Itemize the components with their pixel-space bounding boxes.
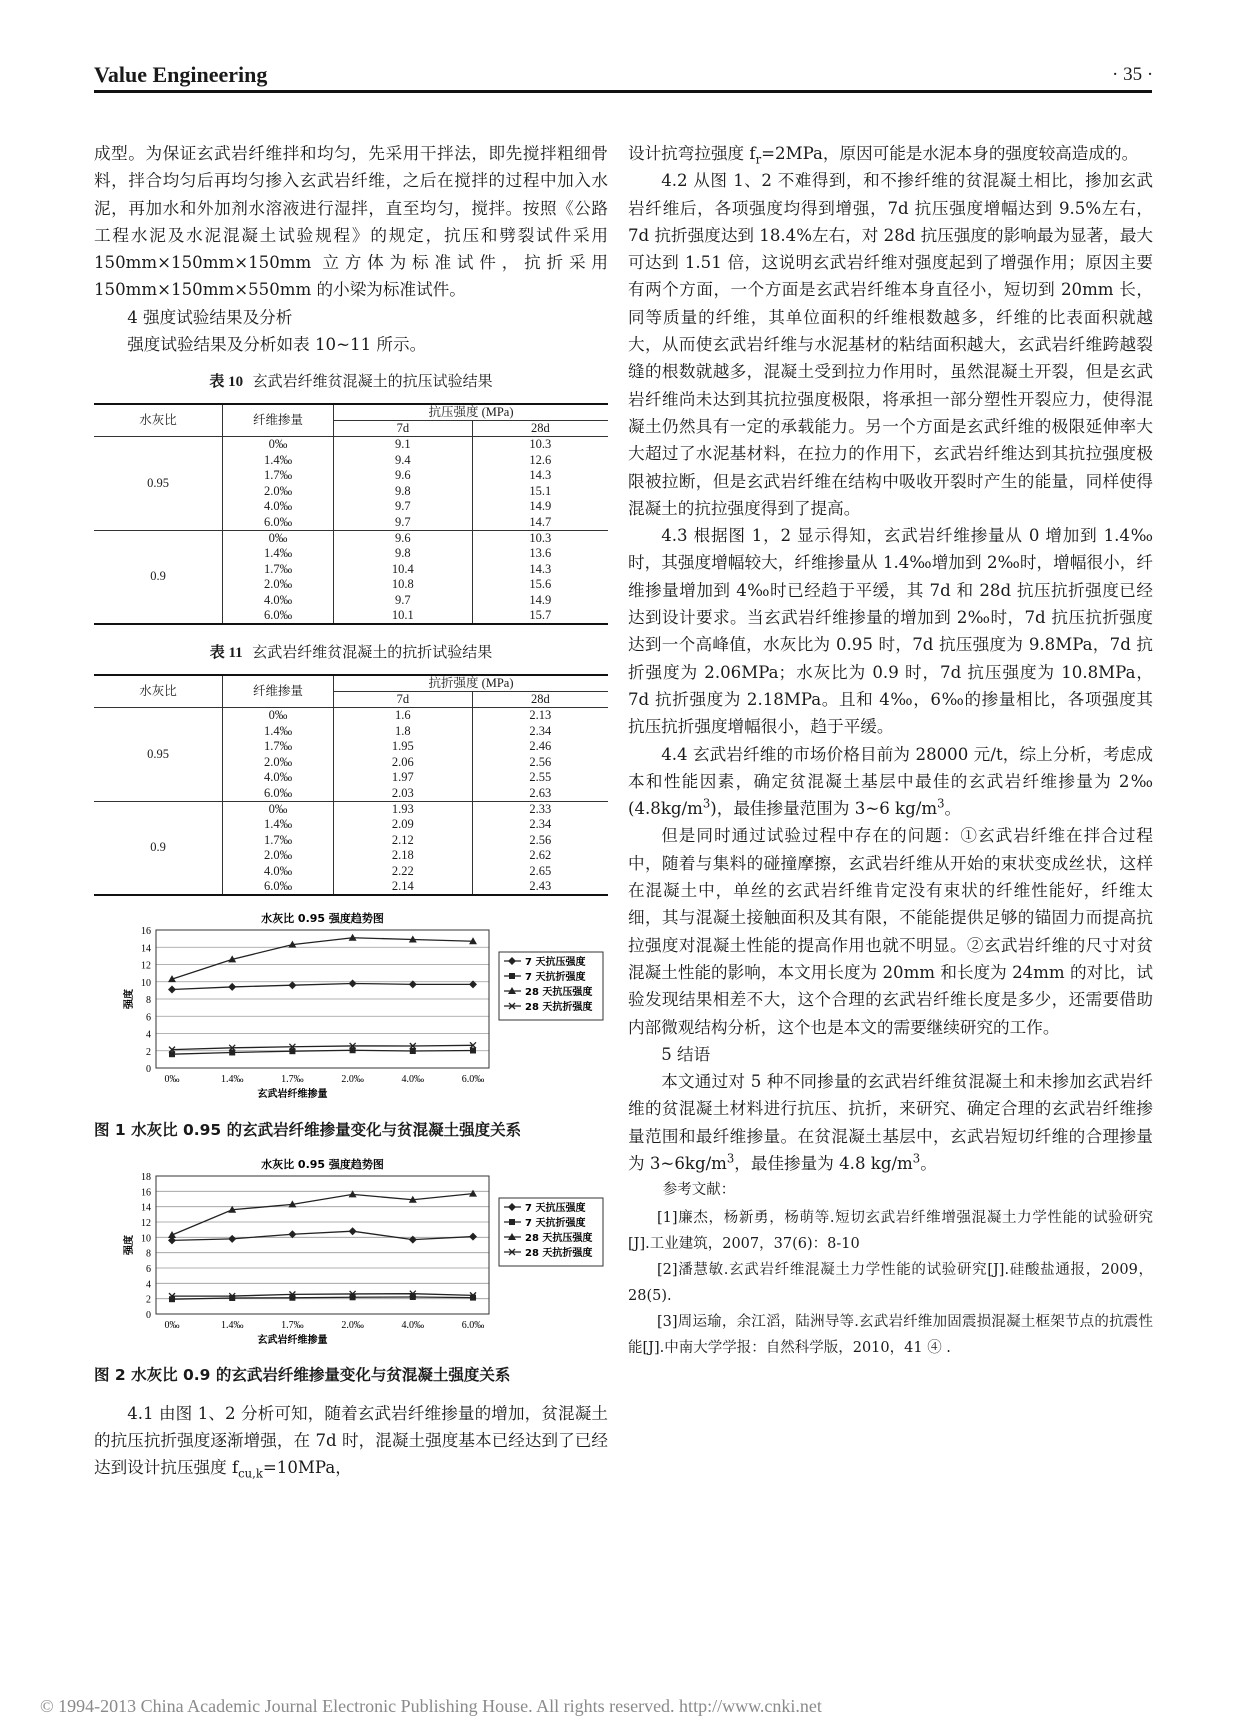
y-tick-label: 4 [146, 1279, 151, 1291]
y-tick-label: 12 [141, 1217, 151, 1229]
legend-label: 7 天抗压强度 [525, 1202, 586, 1214]
cell-7d: 10.8 [334, 577, 473, 592]
cell-7d: 9.7 [334, 499, 473, 514]
y-tick-label: 12 [141, 960, 151, 972]
series-line [172, 938, 473, 979]
cell-28d: 15.6 [529, 577, 552, 592]
y-tick-label: 2 [146, 1294, 151, 1306]
legend-label: 28 天抗折强度 [525, 1002, 593, 1014]
legend-label: 7 天抗折强度 [525, 1217, 586, 1229]
col-fiber: 纤维掺量 [223, 404, 334, 437]
cell-fiber-dosage: 6.0‰ [223, 515, 334, 531]
paragraph-4-4: 4.4 玄武岩纤维的市场价格目前为 28000 元/t，综上分析，考虑成本和性能因素，确定贫混凝土基层中最佳的玄武岩纤维掺量为 2‰ $(4.8kg/m^3)$，最佳掺量范围为 3~6 $kg/m^3$。 [628, 744, 1153, 819]
cell-7d: 9.6 [334, 468, 473, 483]
cell-28d: 2.63 [529, 785, 552, 800]
cell-28d: 12.6 [529, 452, 552, 467]
figure-1-caption: 图 1 水灰比 0.95 的玄武岩纤维掺量变化与贫混凝土强度关系 [94, 1120, 522, 1139]
y-tick-label: 8 [146, 995, 151, 1007]
cell-fiber-dosage: 0‰ [223, 801, 334, 817]
table-row [94, 708, 608, 724]
data-point [509, 973, 515, 979]
x-tick-label: 0‰ [164, 1319, 180, 1331]
cell-28d: 2.34 [529, 723, 552, 738]
figure-1 [94, 908, 608, 1144]
cell-7d: 2.03 [334, 786, 473, 802]
table-row [94, 801, 608, 817]
legend-label: 28 天抗折强度 [525, 1247, 593, 1259]
paragraph-issues: 但是同时通过试验过程中存在的问题：①玄武岩纤维在拌合过程中，随着与集料的碰撞摩擦，玄武岩纤维从开始的束状变成丝状，这样在混凝土中，单丝的玄武岩纤维肯定没有束状的纤维性能好，纤维太细，其与混凝土接触面积及其有限，不能能提供足够的锚固力而提高抗拉强度对混凝土性能的提高作用也就不明显。②玄武岩纤维的尺寸对贫混凝土性能的影响，本文用长度为 20mm 和长度为 24mm 的对比，试验发现结果相差不大，这个合理的玄武岩纤维长度是多少，还需要借助内部微观结构分析，这个也是本文的需要继续研究的工作。 [628, 826, 1153, 1037]
cell-fiber-dosage: 4.0‰ [223, 770, 334, 785]
series-line [172, 1294, 473, 1296]
data-point [470, 1048, 476, 1054]
legend-label: 28 天抗压强度 [525, 1232, 593, 1244]
cell-28d: 2.56 [529, 832, 552, 847]
cell-7d: 9.7 [334, 593, 473, 608]
y-axis-label: 强度 [124, 989, 135, 1010]
references-heading: 参考文献： [662, 1182, 736, 1199]
paragraph-4-3: 4.3 根据图 1，2 显示得知，玄武岩纤维掺量从 0 增加到 1.4‰时，其强度增幅较大，纤维掺量从 1.4‰增加到 2‰时，增幅很小，纤维掺量增加到 4‰时已经趋于平缓，其 7d 和 28d 抗压抗折强度已经达到设计要求。当玄武岩纤维掺量的增加到 2‰时，7d 抗压抗折强度达到一个高峰值，水灰比为 0.95 时，7d 抗压强度为 9.8MPa，7d 抗折强度为 2.06MPa；水灰比为 0.9 时，7d 抗压强度为 10.8MPa，7d 抗折强度为 2.18MPa。且和 4‰，6‰的掺量相比，各项强度其抗压抗折强度增幅很小，趋于平缓。 [628, 526, 1153, 737]
y-tick-label: 0 [146, 1064, 151, 1076]
cell-7d: 9.4 [334, 453, 473, 468]
cell-28d: 13.6 [529, 546, 552, 561]
x-tick-label: 1.4‰ [220, 1074, 244, 1086]
x-tick-label: 1.7‰ [281, 1319, 304, 1331]
cell-fiber-dosage: 6.0‰ [223, 608, 334, 624]
y-tick-label: 2 [146, 1047, 151, 1059]
cell-fiber-dosage: 1.7‰ [223, 562, 334, 577]
cell-fiber-dosage: 1.4‰ [223, 724, 334, 739]
col-strength: 抗压强度 (MPa) [334, 404, 609, 421]
data-point [409, 1236, 417, 1244]
cell-fiber-dosage: 6.0‰ [223, 879, 334, 895]
cell-fiber-dosage: 2.0‰ [223, 755, 334, 770]
table11-caption: 表 11 玄武岩纤维贫混凝土的抗折试验结果 [209, 643, 493, 662]
legend-label: 7 天抗折强度 [525, 972, 586, 984]
y-tick-label: 10 [141, 978, 151, 990]
reference-2: [2]潘慧敏.玄武岩纤维混凝土力学性能的试验研究[J].硅酸盐通报，2009，28(5). [628, 1261, 1153, 1304]
cell-fiber-dosage: 2.0‰ [223, 484, 334, 499]
x-axis-label: 玄武岩纤维掺量 [257, 1089, 328, 1101]
cell-28d: 2.43 [472, 879, 608, 895]
col-strength: 抗折强度 (MPa) [334, 675, 609, 692]
cell-water-cement-ratio: 0.95 [94, 708, 223, 801]
cell-fiber-dosage: 4.0‰ [223, 864, 334, 879]
col-fiber: 纤维掺量 [223, 675, 334, 708]
col-28d: 28d [472, 421, 608, 437]
x-axis-label: 玄武岩纤维掺量 [257, 1334, 328, 1346]
y-tick-label: 14 [141, 943, 151, 955]
cell-7d: 9.1 [334, 437, 473, 453]
cell-fiber-dosage: 4.0‰ [223, 499, 334, 514]
cell-28d: 15.7 [472, 608, 608, 624]
data-point [469, 1190, 477, 1197]
cell-7d: 1.95 [334, 739, 473, 754]
cell-water-cement-ratio: 0.9 [94, 801, 223, 895]
series-line [172, 984, 473, 990]
paragraph-continued: 设计抗弯拉强度 $f_r=2MPa$，原因可能是水泥本身的强度较高造成的。 [628, 144, 1139, 167]
page-number: · 35 · [1112, 64, 1154, 85]
cell-7d: 10.4 [334, 562, 473, 577]
cell-7d: 10.1 [334, 608, 473, 624]
paragraph-conclusion: 本文通过对 5 种不同掺量的玄武岩纤维贫混凝土和未掺加玄武岩纤维的贫混凝土材料进行抗压、抗折，来研究、确定合理的玄武岩纤维掺量范围和最纤维掺量。在贫混凝土基层中，玄武岩短切纤维的合理掺量为 $3\sim 6kg/m^3$，最佳掺量为 4.8 $kg/m^3$。 [628, 1072, 1153, 1173]
chart-wc-095 [94, 908, 608, 1104]
cell-28d: 14.7 [529, 514, 552, 529]
x-tick-label: 4.0‰ [401, 1074, 425, 1086]
cell-28d: 2.56 [529, 754, 552, 769]
cell-28d: 2.33 [472, 801, 608, 817]
right-column [628, 140, 1153, 1361]
y-tick-label: 14 [141, 1202, 151, 1214]
cell-fiber-dosage: 6.0‰ [223, 786, 334, 802]
y-tick-label: 0 [146, 1309, 151, 1321]
journal-title: Value Engineering [94, 62, 268, 87]
cell-7d: 1.93 [334, 801, 473, 817]
data-point [509, 1219, 515, 1225]
x-tick-label: 2.0‰ [341, 1074, 364, 1086]
data-point [469, 1233, 477, 1241]
cell-7d: 2.14 [334, 879, 473, 895]
y-tick-label: 10 [141, 1233, 151, 1245]
x-tick-label: 6.0‰ [461, 1319, 485, 1331]
y-axis-label: 强度 [124, 1234, 135, 1255]
paragraph-method: 成型。为保证玄武岩纤维拌和均匀，先采用干拌法，即先搅拌粗细骨料，拌合均匀后再均匀掺入玄武岩纤维，之后在搅拌的过程中加入水泥，再加水和外加剂水溶液进行湿拌，直至均匀，搅拌。按照《公路工程水泥及水泥混凝土试验规程》的规定，抗压和劈裂试件采用 150mm×150mm×150mm 立方体为标准试件，抗折采用 150mm×150mm×550mm 的小梁为标准试件。 [94, 144, 608, 300]
table-row [94, 530, 608, 546]
cell-fiber-dosage: 1.4‰ [223, 546, 334, 561]
chart-title: 水灰比 0.95 强度趋势图 [261, 1157, 384, 1171]
legend-label: 7 天抗压强度 [525, 957, 586, 969]
header-rule [94, 90, 1152, 93]
y-tick-label: 6 [146, 1012, 151, 1024]
cell-fiber-dosage: 0‰ [223, 708, 334, 724]
table-11 [94, 674, 608, 897]
y-tick-label: 8 [146, 1248, 151, 1260]
cell-28d: 15.1 [529, 483, 552, 498]
data-point [169, 1296, 175, 1302]
series-line [172, 1046, 473, 1050]
cell-7d: 9.8 [334, 484, 473, 499]
cell-fiber-dosage: 1.7‰ [223, 468, 334, 483]
data-point [349, 1227, 357, 1235]
y-tick-label: 16 [141, 1187, 151, 1199]
chart-title: 水灰比 0.95 强度趋势图 [261, 912, 384, 926]
col-wc: 水灰比 [94, 404, 223, 437]
cell-fiber-dosage: 2.0‰ [223, 577, 334, 592]
cell-7d: 2.22 [334, 864, 473, 879]
section-5-heading: 5 结语 [661, 1044, 711, 1064]
data-point [288, 982, 296, 990]
cell-water-cement-ratio: 0.95 [94, 437, 223, 530]
paragraph-4-1: 4.1 由图 1、2 分析可知，随着玄武岩纤维掺量的增加，贫混凝土的抗压抗折强度逐渐增强，在 7d 时，混凝土强度基本已经达到了已经达到设计抗压强度 $f_{cu,k}=10MPa$， [94, 1403, 608, 1481]
cell-7d: 2.06 [334, 755, 473, 770]
x-tick-label: 0‰ [164, 1074, 180, 1086]
x-tick-label: 1.4‰ [220, 1319, 244, 1331]
data-point [168, 986, 176, 994]
col-28d: 28d [472, 692, 608, 708]
series-line [172, 1231, 473, 1240]
y-tick-label: 16 [141, 926, 151, 938]
cell-7d: 9.6 [334, 530, 473, 546]
x-tick-label: 2.0‰ [341, 1319, 364, 1331]
cell-28d: 2.62 [529, 848, 552, 863]
cell-28d: 14.3 [529, 561, 552, 576]
table-10 [94, 403, 608, 626]
cell-fiber-dosage: 0‰ [223, 530, 334, 546]
cell-28d: 2.55 [529, 770, 552, 785]
cell-fiber-dosage: 2.0‰ [223, 848, 334, 863]
y-tick-label: 4 [146, 1029, 151, 1041]
cell-7d: 2.09 [334, 817, 473, 832]
data-point [228, 1235, 236, 1243]
paragraph-4-2: 4.2 从图 1、2 不难得到，和不掺纤维的贫混凝土相比，掺加玄武岩纤维后，各项强度均得到增强，7d 抗压强度增幅达到 9.5%左右，7d 抗折强度达到 18.4%左右，对 28d 抗压强度的影响最为显著，最大可达到 1.51 倍，这说明玄武岩纤维对强度起到了增强作用；原因主要有两个方面，一个方面是玄武岩纤维本身直径小，短切到 20mm 长，同等质量的纤维，其单位面积的纤维根数越多，纤维的比表面积就越大，从而使玄武岩纤维与水泥基材的粘结面积越大，玄武岩纤维跨越裂缝的根数就越多，混凝土受到拉力作用时，虽然混凝土开裂，但是玄武岩纤维尚未达到其抗拉强度极限，将承担一部分塑性开裂应力，使得混凝土仍然具有一定的承载能力。另一个方面是玄武纤维的极限延伸率大大超过了水泥基材料，在拉力的作用下，玄武岩纤维达到其抗拉强度极限被拉断，但是玄武岩纤维在结构中吸收开裂时产生的能量，同样使得混凝土的抗拉强度得到了提高。 [628, 171, 1153, 518]
legend-label: 28 天抗压强度 [525, 987, 593, 999]
y-tick-label: 6 [146, 1263, 151, 1275]
cell-28d: 10.3 [472, 530, 608, 546]
cell-7d: 9.8 [334, 546, 473, 561]
cell-fiber-dosage: 1.4‰ [223, 817, 334, 832]
col-wc: 水灰比 [94, 675, 223, 708]
data-point [349, 980, 357, 988]
cell-7d: 9.7 [334, 515, 473, 531]
section-4-intro: 强度试验结果及分析如表 10~11 所示。 [127, 335, 427, 355]
reference-3: [3]周运瑜，余江滔，陆洲导等.玄武岩纤维加固震损混凝土框架节点的抗震性能[J].中南大学学报：自然科学版，2010，41 ④ . [628, 1313, 1153, 1356]
cell-fiber-dosage: 4.0‰ [223, 593, 334, 608]
data-point [228, 983, 236, 991]
x-tick-label: 6.0‰ [461, 1074, 485, 1086]
table10-caption: 表 10 玄武岩纤维贫混凝土的抗压试验结果 [209, 372, 493, 391]
x-tick-label: 1.7‰ [281, 1074, 304, 1086]
cell-fiber-dosage: 0‰ [223, 437, 334, 453]
cell-7d: 2.12 [334, 833, 473, 848]
cell-7d: 1.8 [334, 724, 473, 739]
cell-28d: 14.9 [529, 499, 552, 514]
cell-28d: 2.13 [529, 708, 552, 723]
series-line [172, 1194, 473, 1235]
cell-7d: 1.6 [334, 708, 473, 724]
copyright-footer: © 1994-2013 China Academic Journal Electronic Publishing House. All rights reserved. http://www.cnki.net [40, 1696, 822, 1716]
cell-28d: 2.34 [529, 817, 552, 832]
cell-28d: 2.65 [529, 863, 552, 878]
section-4-heading: 4 强度试验结果及分析 [127, 307, 293, 327]
cell-7d: 2.18 [334, 848, 473, 863]
cell-7d: 1.97 [334, 770, 473, 785]
figure-2 [94, 1154, 608, 1390]
reference-1: [1]廉杰，杨新勇，杨萌等.短切玄武岩纤维增强混凝土力学性能的试验研究[J].工业建筑，2007，37(6)：8-10 [628, 1209, 1153, 1252]
y-tick-label: 18 [141, 1171, 151, 1183]
cell-fiber-dosage: 1.7‰ [223, 833, 334, 848]
figure-2-caption: 图 2 水灰比 0.9 的玄武岩纤维掺量变化与贫混凝土强度关系 [94, 1366, 511, 1385]
x-tick-label: 4.0‰ [401, 1319, 425, 1331]
col-7d: 7d [334, 421, 473, 437]
col-7d: 7d [334, 692, 473, 708]
chart-wc-09 [94, 1154, 608, 1350]
cell-water-cement-ratio: 0.9 [94, 530, 223, 624]
table-row [94, 437, 608, 453]
left-column [94, 140, 608, 1481]
cell-28d: 14.3 [529, 468, 552, 483]
cell-fiber-dosage: 1.4‰ [223, 453, 334, 468]
cell-28d: 10.3 [529, 437, 552, 452]
cell-fiber-dosage: 1.7‰ [223, 739, 334, 754]
cell-28d: 2.46 [529, 739, 552, 754]
cell-28d: 14.9 [529, 592, 552, 607]
